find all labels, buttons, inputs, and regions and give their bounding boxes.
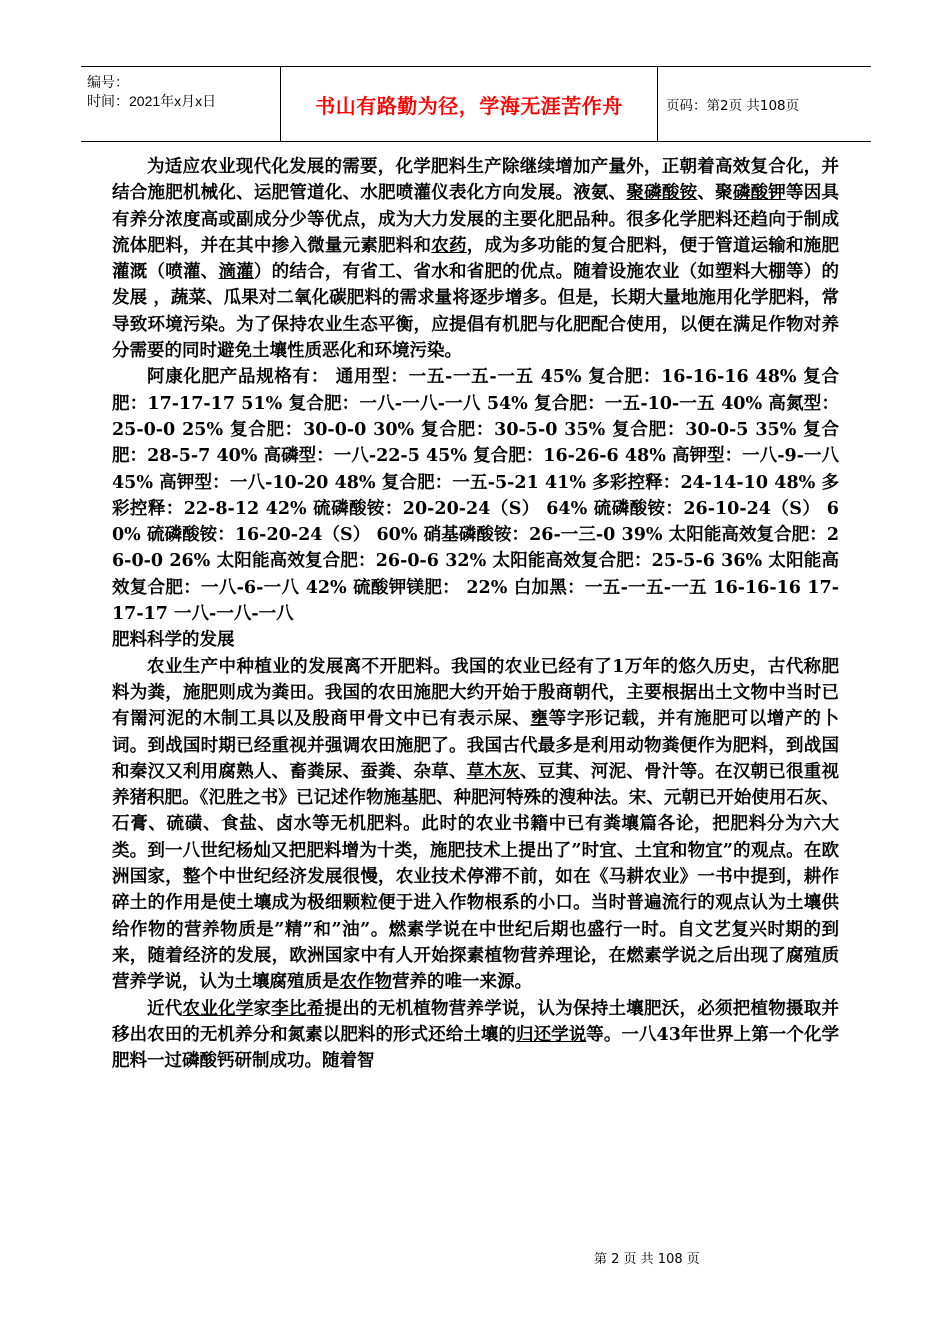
text-run: 为适应农业现代化发展的需要，化学肥料生产除继续增加产量外，正朝着高效复合化，并结合施肥机械化、运肥管道化、水肥喷灌仪表化方向发展。液氨、 xyxy=(112,157,839,204)
term-link[interactable]: 草木灰 xyxy=(466,761,520,782)
text-run: 等。一八43年世界上第一个化学肥料一过磷酸钙研制成功。随着智 xyxy=(112,1024,840,1072)
header-page-cell xyxy=(658,67,871,141)
header-slogan-cell xyxy=(281,67,658,141)
body-paragraph xyxy=(112,996,839,1075)
term-link[interactable]: 归还学说 xyxy=(516,1024,587,1045)
term-link[interactable]: 滴灌 xyxy=(218,262,254,283)
term-link[interactable]: 农业化学 xyxy=(182,998,254,1019)
page-header xyxy=(81,66,871,142)
page-footer: 第 2 页 共 108 页 xyxy=(594,1252,700,1267)
term-link[interactable]: 壅 xyxy=(530,709,549,730)
text-run: 等因具有养分浓度高或副成分少等优点，成为大力发展的主要化肥品种。很多化学肥料还趋向于制成流体肥料，并在其中掺入微量元素肥料和 xyxy=(112,183,840,256)
term-link[interactable]: 农作物 xyxy=(339,972,392,993)
header-page-info: 页码：第2页 共108页 xyxy=(666,98,800,114)
term-link[interactable]: 聚磷酸铵 xyxy=(626,183,698,204)
text-run: ，成为多功能的复合肥料，便于管道运输和施肥灌溉（喷灌、 xyxy=(112,235,840,283)
text-run: 近代 xyxy=(147,998,183,1019)
header-meta xyxy=(81,67,281,141)
body-paragraph xyxy=(112,364,839,627)
body-paragraph xyxy=(112,654,839,996)
text-run: 等字形记载，并有施肥可以增产的卜词。到战国时期已经重视并强调农田施肥了。我国古代最多是利用动物粪便作为肥料，到战国和秦汉又利用腐熟人、畜粪尿、蚕粪、杂草、 xyxy=(112,709,840,782)
term-link[interactable]: 李比希 xyxy=(271,998,325,1019)
body-paragraph xyxy=(112,154,839,364)
text-run: 肥料科学的发展 xyxy=(112,630,235,651)
text-run: 农业生产中种植业的发展离不开肥料。我国的农业已经有了1万年的悠久历史，古代称肥料为粪，施肥则成为粪田。我国的农田施肥大约开始于殷商朝代，主要根据出土文物中当时已有罱河泥的木制工具以及殷商甲骨文中已有表示屎、 xyxy=(112,656,839,730)
document-number-label: 编号： xyxy=(87,74,129,90)
document-time-label: 时间：2021年x月x日 xyxy=(87,93,217,109)
text-run: ）的结合，有省工、省水和省肥的优点。随着设施农业（如塑料大棚等）的发展 ，蔬菜、瓜果对二氧化碳肥料的需求量将逐步增多。但是，长期大量地施用化学肥料，常导致环境污染。为了保持农业生态平衡，应提倡有机肥与化肥配合使用，以便在满足作物对养分需要的同时避免土壤性质恶化和环境污染。 xyxy=(112,262,840,362)
document-body xyxy=(112,154,839,1074)
text-run: 营养的唯一来源。 xyxy=(392,972,532,993)
header-slogan: 书山有路勤为径，学海无涯苦作舟 xyxy=(315,93,623,118)
text-run: 、聚 xyxy=(697,183,733,204)
term-link[interactable]: 磷酸钾 xyxy=(732,183,787,204)
section-heading xyxy=(112,627,839,653)
text-run: 阿康化肥产品规格有： 通用型：一五-一五-一五 45% 复合肥：16-16-16 48% 复合肥：17-17-17 51% 复合肥：一八-一八-一八 54% 复合肥：一五-10-一五 40% 高氮型：25-0-0 25% 复合肥：30-0-0 30% 复合肥：30-5-0 35% 复合肥：30-0-5 35% 复合肥：28-5-7 40% 高磷型：一八-22-5 45% 复合肥：16-26-6 48% 高钾型：一八-9-一八 45% 高钾型：一八-10-20 48% 复合肥：一五-5-21 41% 多彩控释：24-14-10 48% 多彩控释：22-8-12 42% 硫磷酸铵：20-20-24（S） 64% 硫磷酸铵：26-10-24（S） 60% 硫磷酸铵：16-20-24（S） 60% 硝基磷酸铵：26-一三-0 39% 太阳能高效复合肥：26-0-0 26% 太阳能高效复合肥：26-0-6 32% 太阳能高效复合肥：25-5-6 36% 太阳能高效复合肥：一八-6-一八 42% 硫酸钾镁肥： 22% 白加黑：一五-一五-一五 16-16-16 17-17-17 一八-一八-一八 xyxy=(112,367,839,625)
text-run: 家 xyxy=(253,998,272,1019)
term-link[interactable]: 农药 xyxy=(431,235,467,256)
text-run: 提出的无机植物营养学说，认为保持土壤肥沃，必须把植物摄取并移出农田的无机养分和氮素以肥料的形式还给土壤的 xyxy=(112,998,839,1045)
text-run: 、豆萁、河泥、骨汁等。在汉朝已很重视养猪积肥。《氾胜之书》已记述作物施基肥、种肥河特殊的溲种法。宋、元朝已开始使用石灰、石膏、硫磺、食盐、卤水等无机肥料。此时的农业书籍中已有粪壤篇各论，把肥料分为六大类。到一八世纪杨灿又把肥料增为十类，施肥技术上提出了”时宜、土宜和物宜”的观点。在欧洲国家，整个中世纪经济发展很慢，农业技术停滞不前，如在《马耕农业》一书中提到，耕作碎土的作用是使土壤成为极细颗粒便于进入作物根系的小口。当时普遍流行的观点认为土壤供给作物的营养物质是”精”和”油”。燃素学说在中世纪后期也盛行一时。自文艺复兴时期的到来，随着经济的发展，欧洲国家中有人开始探素植物营养理论，在燃素学说之后出现了腐殖质营养学说，认为土壤腐殖质是 xyxy=(112,761,840,993)
